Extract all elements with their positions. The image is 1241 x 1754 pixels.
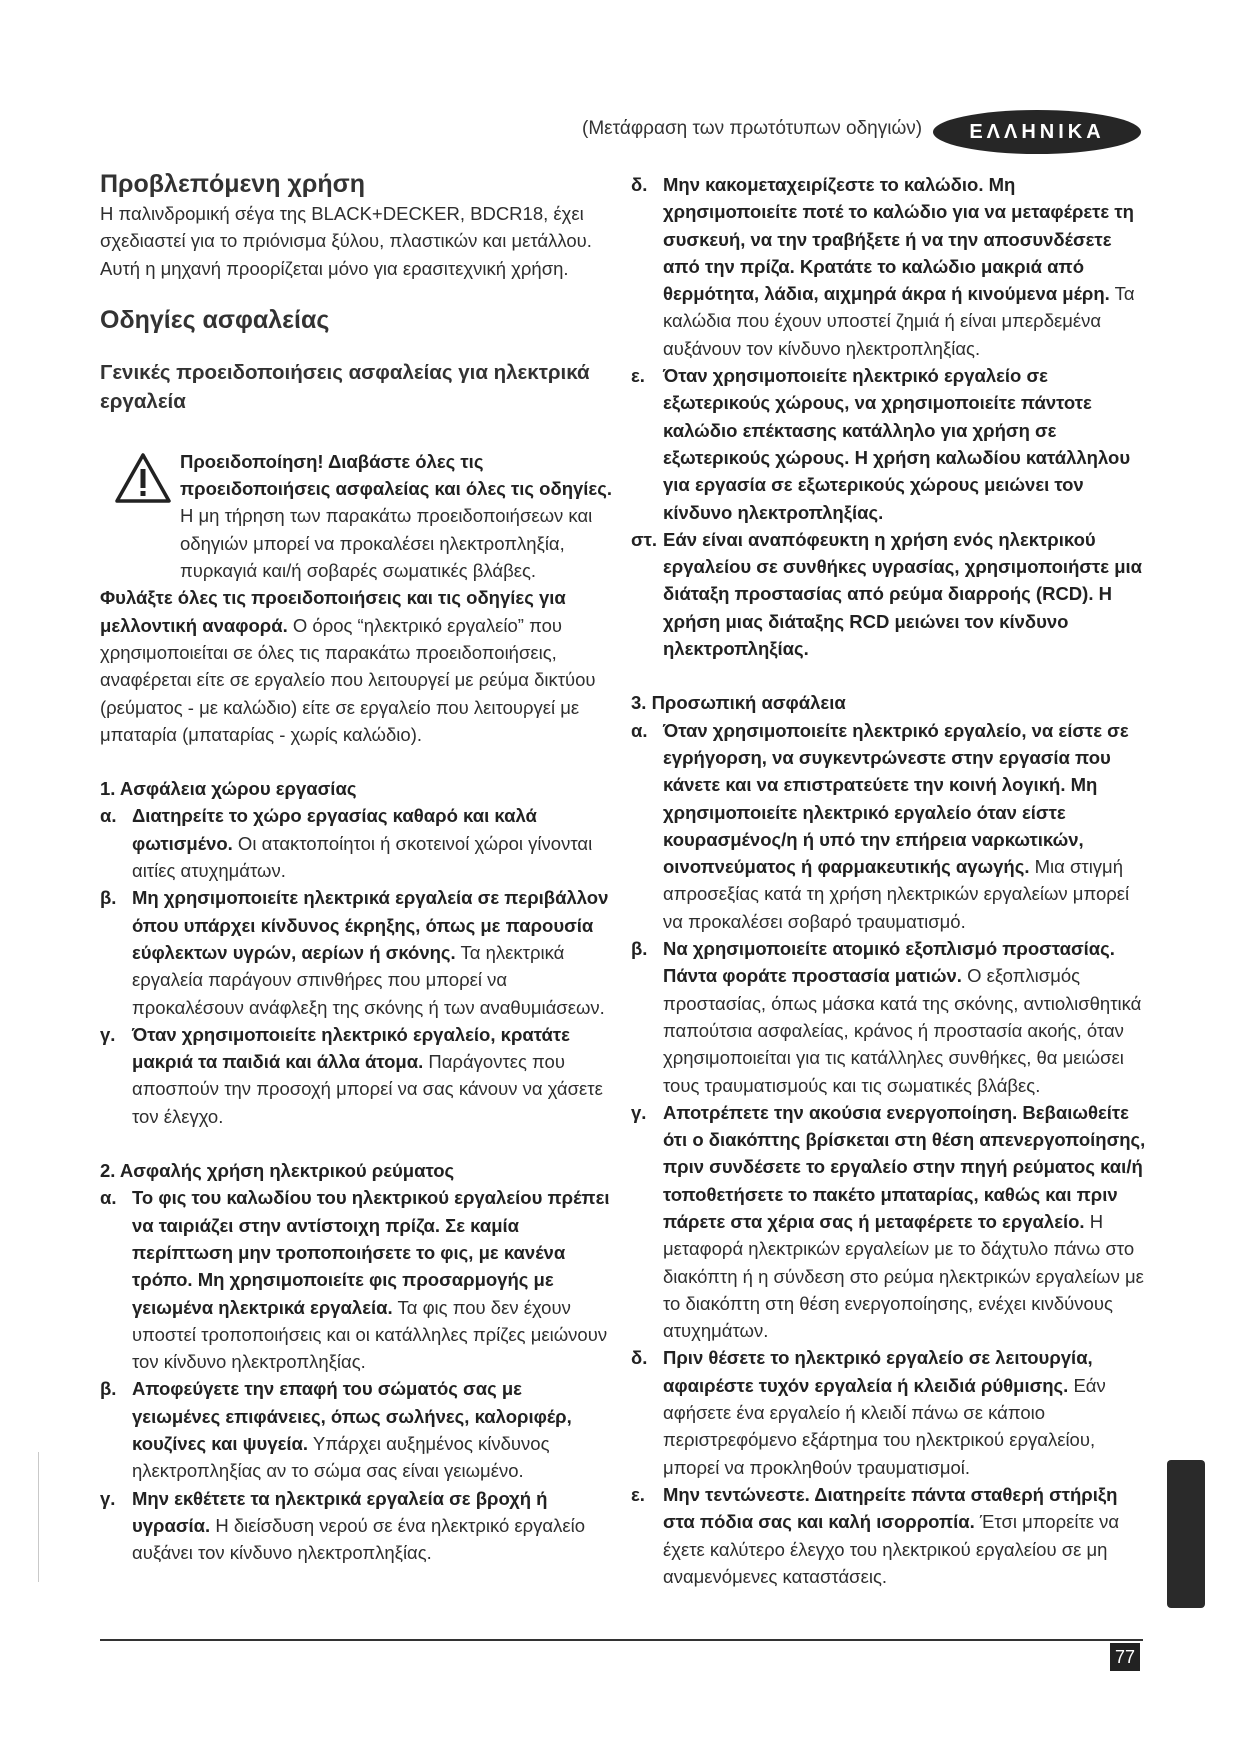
- list-item: [631, 935, 1147, 1099]
- item-text: Έτσι μπορείτε να έχετε καλύτερο έλεγχο του ηλεκτρικού εργαλείου σε μη αναμενόμενες καταστάσεις.: [663, 1511, 1120, 1587]
- list-item: [631, 717, 1147, 935]
- section-3-title-text: 3. Προσωπική ασφάλεια: [631, 692, 846, 714]
- list-item: [100, 1375, 612, 1484]
- intended-use-heading: Προβλεπόμενη χρήση: [100, 170, 366, 198]
- warning-text: Η μη τήρηση των παρακάτω προειδοποιήσεων και οδηγιών μπορεί να προκαλέσει ηλεκτροπληξία, πυρκαγιά και/ή σοβαρές σωματικές βλάβες.: [180, 505, 593, 582]
- item-text: Η μεταφορά ηλεκτρικών εργαλείων με το δάχτυλο πάνω στο διακόπτη ή η σύνδεση στο ρεύμα ηλεκτρικών εργαλείων με το διακόπτη στη θέση ενεργοποίησης, ενέχει κινδύνους ατυχημάτων.: [663, 1210, 1144, 1342]
- margin-line: [38, 1452, 39, 1582]
- item-label: ε.: [631, 1483, 645, 1505]
- list-item: [100, 802, 612, 884]
- item-bold: Μην κακομεταχειρίζεστε το καλώδιο. Μη χρησιμοποιείτε ποτέ το καλώδιο για να μεταφέρετε τη συσκευή, να την τραβήξετε ή να την αποσυνδέσετε από την πρίζα. Κρατάτε το καλώδιο μακριά από θερμότητα, λάδια, αιχμηρά άκρα ή κινούμενα μέρη.: [663, 174, 1134, 305]
- item-text: Τα ηλεκτρικά εργαλεία παράγουν σπινθήρες που μπορεί να προκαλέσουν ανάφλεξη της σκόνης ή των αναθυμιάσεων.: [132, 941, 605, 1018]
- item-label: γ.: [100, 1023, 116, 1045]
- keep-text: Ο όρος “ηλεκτρικό εργαλείο” που χρησιμοποιείται σε όλες τις παρακάτω προειδοποιήσεις, αναφέρεται είτε σε εργαλείο που λειτουργεί με ρεύμα δικτύου (ρεύματος - με καλώδιο) είτε σε εργαλείο που λειτουργεί με μπαταρία (μπαταρίας - χωρίς καλώδιο).: [100, 614, 596, 745]
- item-bold: Όταν χρησιμοποιείτε ηλεκτρικό εργαλείο, να είστε σε εγρήγορση, να συγκεντρώνεστε στην εργασία που κάνετε και να επιστρατεύετε την κοινή λογική. Μη χρησιμοποιείτε ηλεκτρικό εργαλείο όταν είστε κουρασμένος/η ή υπό την επήρεια ναρκωτικών, οινοπνεύματος ή φαρμακευτικής αγωγής.: [663, 719, 1129, 878]
- warning-bold-text: Προειδοποίηση! Διαβάστε όλες τις προειδοποιήσεις ασφαλείας και όλες τις οδηγίες.: [180, 450, 612, 500]
- section-1-title-text: 1. Ασφάλεια χώρου εργασίας: [100, 778, 357, 800]
- list-item: [631, 526, 1147, 662]
- section-2-title: [100, 1157, 612, 1184]
- item-label: β.: [100, 1378, 117, 1400]
- keep-instructions-paragraph: [100, 584, 612, 748]
- section-3-title: [631, 689, 1147, 716]
- item-bold: Το φις του καλωδίου του ηλεκτρικού εργαλείου πρέπει να ταιριάζει στην αντίστοιχη πρίζα. Σε καμία περίπτωση μην τροποποιήσετε το φις, με κανένα τρόπο. Μη χρησιμοποιείτε φις προσαρμογής με γειωμένα ηλεκτρικά εργαλεία.: [132, 1187, 610, 1318]
- section-1-title: [100, 775, 612, 802]
- page-number: 77: [1110, 1643, 1140, 1671]
- item-label: δ.: [631, 174, 648, 195]
- bottom-rule: [100, 1639, 1143, 1641]
- item-text: Η διείσδυση νερού σε ένα ηλεκτρικό εργαλείο αυξάνει τον κίνδυνο ηλεκτροπληξίας.: [132, 1514, 586, 1564]
- item-bold: Μη χρησιμοποιείτε ηλεκτρικά εργαλεία σε περιβάλλον όπου υπάρχει κίνδυνος έκρηξης, όπως με παρουσία εύφλεκτων υγρών, αερίων ή σκόνης.: [132, 887, 609, 963]
- list-item: [631, 171, 1147, 362]
- item-text: Εάν αφήσετε ένα εργαλείο ή κλειδί πάνω σε κάποιο περιστρεφόμενο εξάρτημα του ηλεκτρικού εργαλείου, μπορεί να προκληθούν τραυματισμοί.: [663, 1374, 1106, 1478]
- item-text: Μια στιγμή απροσεξίας κατά τη χρήση ηλεκτρικών εργαλείων μπορεί να προκαλέσει σοβαρό τραυματισμό.: [663, 856, 1130, 932]
- item-text: Παράγοντες που αποσπούν την προσοχή μπορεί να σας κάνουν να χάσετε τον έλεγχο.: [132, 1051, 603, 1127]
- item-label: β.: [631, 938, 648, 960]
- list-item: [631, 362, 1147, 526]
- item-text: Οι ατακτοποίητοι ή σκοτεινοί χώροι γίνονται αιτίες ατυχημάτων.: [132, 832, 593, 882]
- keep-bold-text: Φυλάξτε όλες τις προειδοποιήσεις και τις οδηγίες για μελλοντική αναφορά.: [100, 587, 566, 636]
- item-bold: Αποφεύγετε την επαφή του σώματός σας με γειωμένες επιφάνειες, όπως σωλήνες, καλοριφέρ, κουζίνες και ψυγεία.: [132, 1378, 572, 1454]
- list-item: [631, 1344, 1147, 1480]
- item-label: β.: [100, 887, 117, 909]
- item-text: Τα φις που δεν έχουν υποστεί τροποποιήσεις και οι κατάλληλες πρίζες μειώνουν τον κίνδυνο ηλεκτροπληξίας.: [132, 1296, 608, 1373]
- item-label: γ.: [631, 1101, 647, 1123]
- section-2-title-text: 2. Ασφαλής χρήση ηλεκτρικού ρεύματος: [100, 1160, 455, 1182]
- list-item: [100, 1184, 612, 1375]
- item-bold: Πριν θέσετε το ηλεκτρικό εργαλείο σε λειτουργία, αφαιρέστε τυχόν εργαλεία ή κλειδιά ρύθμισης.: [663, 1347, 1093, 1396]
- list-item: [631, 1481, 1147, 1590]
- item-label: ε.: [631, 365, 645, 387]
- item-bold: Όταν χρησιμοποιείτε ηλεκτρικό εργαλείο, κρατάτε μακριά τα παιδιά και άλλα άτομα.: [132, 1023, 570, 1073]
- list-item: [100, 1485, 612, 1567]
- list-item: [100, 884, 612, 1020]
- language-badge: ΕΛΛΗΝΙΚΑ: [933, 110, 1141, 154]
- item-text: Τα καλώδια που έχουν υποστεί ζημιά ή είναι μπερδεμένα αυξάνουν τον κίνδυνο ηλεκτροπληξίας.: [663, 283, 1135, 359]
- item-label: γ.: [100, 1487, 116, 1509]
- item-bold: Διατηρείτε το χώρο εργασίας καθαρό και καλά φωτισμένο.: [132, 805, 537, 854]
- item-bold: Μην εκθέτετε τα ηλεκτρικά εργαλεία σε βροχή ή υγρασία.: [132, 1487, 548, 1536]
- list-item: [631, 1099, 1147, 1345]
- item-bold: Εάν είναι αναπόφευκτη η χρήση ενός ηλεκτρικού εργαλείου σε συνθήκες υγρασίας, χρησιμοποιήστε μια διάταξη προστασίας από ρεύμα διαρροής (RCD). Η χρήση μιας διάταξης RCD μειώνει τον κίνδυνο ηλεκτροπληξίας.: [663, 528, 1143, 660]
- item-label: στ.: [631, 528, 658, 550]
- item-text: Υπάρχει αυξημένος κίνδυνος ηλεκτροπληξίας αν το σώμα σας είναι γειωμένο.: [132, 1432, 550, 1482]
- list-item: [100, 1021, 612, 1130]
- safety-heading: Οδηγίες ασφαλείας: [100, 305, 330, 334]
- item-bold: Μην τεντώνεστε. Διατηρείτε πάντα σταθερή στήριξη στα πόδια σας και καλή ισορροπία.: [663, 1483, 1118, 1533]
- left-column: [100, 168, 612, 1566]
- warning-triangle-icon: [114, 452, 172, 504]
- general-warnings-heading: Γενικές προειδοποιήσεις ασφαλείας για ηλεκτρικά εργαλεία: [100, 360, 590, 413]
- item-label: α.: [100, 1187, 117, 1209]
- intended-use-text: Η παλινδρομική σέγα της BLACK+DECKER, BDCR18, έχει σχεδιαστεί για το πριόνισμα ξύλου, πλαστικών και μετάλλου. Αυτή η μηχανή προορίζεται μόνο για ερασιτεχνική χρήση.: [100, 203, 592, 279]
- item-label: δ.: [631, 1347, 648, 1369]
- side-tab-marker: [1167, 1460, 1205, 1608]
- warning-block: [100, 448, 612, 584]
- warning-paragraph: [180, 448, 612, 584]
- right-column: [631, 171, 1147, 1590]
- item-bold: Να χρησιμοποιείτε ατομικό εξοπλισμό προστασίας. Πάντα φοράτε προστασία ματιών.: [663, 938, 1115, 987]
- item-label: α.: [631, 719, 648, 741]
- item-bold: Όταν χρησιμοποιείτε ηλεκτρικό εργαλείο σε εξωτερικούς χώρους, να χρησιμοποιείτε πάντοτε καλώδιο επέκτασης κατάλληλο για χρήση σε εξωτερικούς χώρους. Η χρήση καλωδίου κατάλληλου για εργασία σε εξωτερικούς χώρους μειώνει τον κίνδυνο ηλεκτροπληξίας.: [663, 365, 1131, 523]
- translation-note: (Μετάφραση των πρωτότυπων οδηγιών): [582, 118, 923, 139]
- item-label: α.: [100, 805, 117, 827]
- item-text: Ο εξοπλισμός προστασίας, όπως μάσκα κατά της σκόνης, αντιολισθητικά παπούτσια ασφαλείας, κράνος ή προστασία ακοής, όταν χρησιμοποιείται για τις κατάλληλες συνθήκες, θα μειώσει τους τραυματισμούς και τις σωματικές βλάβες.: [663, 965, 1142, 1096]
- item-bold: Αποτρέπετε την ακούσια ενεργοποίηση. Βεβαιωθείτε ότι ο διακόπτης βρίσκεται στη θέση απενεργοποίησης, πριν συνδέσετε το εργαλείο στην πηγή ρεύματος και/ή τοποθετήσετε το πακέτο μπαταρίας, καθώς και πριν πάρετε στα χέρια σας ή μεταφέρετε το εργαλείο.: [663, 1101, 1146, 1232]
